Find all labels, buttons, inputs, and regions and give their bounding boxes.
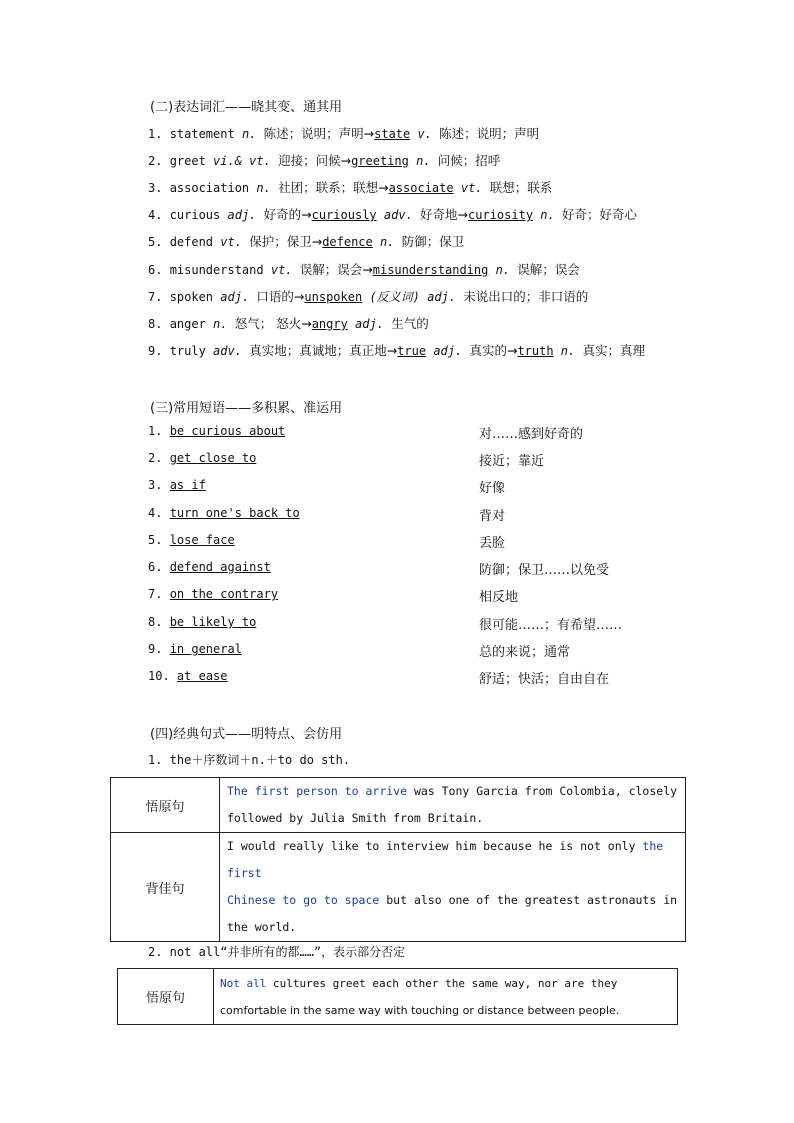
phrase-item xyxy=(148,478,206,492)
phrase-meaning: 好像 xyxy=(479,481,506,496)
derived-word: associate xyxy=(388,181,454,195)
vocab-number: 3. xyxy=(148,181,163,195)
phrase-english: on the contrary xyxy=(169,587,279,601)
phrase-english: lose face xyxy=(169,533,235,547)
part-of-speech: n. xyxy=(495,263,511,277)
pattern2-table xyxy=(117,968,678,1025)
vocab-meaning: 好奇；好奇心 xyxy=(561,207,637,222)
part-of-speech: vt. xyxy=(270,263,293,277)
pattern1-table xyxy=(110,777,686,942)
pattern1-title: 1. the＋序数词＋n.＋to do sth. xyxy=(148,753,351,767)
pattern1-row1-highlight: The first person to arrive xyxy=(227,784,408,798)
pattern1-row1-text xyxy=(220,778,686,833)
section4-heading: (四)经典句式——明特点、会仿用 xyxy=(150,727,343,742)
section2-heading: (二)表达词汇——晓其变、通其用 xyxy=(150,100,343,115)
vocab-word: misunderstand xyxy=(169,263,264,277)
vocab-meaning: 保护；保卫→ xyxy=(249,234,323,249)
vocab-word: curious xyxy=(169,208,221,222)
vocab-number: 4. xyxy=(148,208,163,222)
vocab-meaning: 真实地；真诚地；真正地→ xyxy=(249,343,398,358)
part-of-speech: adj. xyxy=(433,344,463,358)
phrase-english: in general xyxy=(169,642,242,656)
vocab-number: 5. xyxy=(148,235,163,249)
vocab-word: spoken xyxy=(169,290,214,304)
phrase-meaning: 舒适；快活；自由自在 xyxy=(479,672,610,687)
part-of-speech: n. xyxy=(380,235,395,249)
part-of-speech: adj. xyxy=(220,290,250,304)
vocab-item xyxy=(148,232,464,250)
part-of-speech: n. xyxy=(560,344,576,358)
vocab-meaning: 陈述；说明；声明→ xyxy=(263,126,375,141)
vocab-meaning: 误解；误会→ xyxy=(299,262,373,277)
derived-word: defence xyxy=(322,235,373,249)
vocab-meaning: 真实；真理 xyxy=(582,343,645,358)
part-of-speech: adj. xyxy=(227,208,257,222)
part-of-speech: vt. xyxy=(220,235,242,249)
vocab-item xyxy=(148,314,429,332)
part-of-speech: vt. xyxy=(460,181,483,195)
part-of-speech: vi.& vt. xyxy=(213,154,271,168)
pattern1-row2-text xyxy=(220,833,686,942)
phrase-meaning: 相反地 xyxy=(479,590,519,605)
derived-word: truth xyxy=(517,344,554,358)
phrase-item xyxy=(148,533,235,547)
pattern1-row1-label: 悟原句 xyxy=(111,778,220,833)
phrase-number: 3. xyxy=(148,478,163,492)
part-of-speech: adv. xyxy=(213,344,242,358)
phrase-number: 4. xyxy=(148,506,163,520)
part-of-speech: adv. xyxy=(383,208,413,222)
phrase-english: get close to xyxy=(169,451,257,465)
part-of-speech: n. xyxy=(416,154,431,168)
vocab-meaning: 真实的→ xyxy=(469,343,518,358)
phrase-number: 2. xyxy=(148,451,163,465)
pattern1-row2-highlight2: Chinese to go to space xyxy=(227,893,380,907)
part-of-speech: n. xyxy=(540,208,555,222)
phrase-item xyxy=(148,451,256,465)
vocab-item xyxy=(148,341,645,359)
vocab-number: 2. xyxy=(148,154,163,168)
pattern1-row2-line3: the world. xyxy=(227,920,297,934)
phrase-english: be curious about xyxy=(169,424,286,438)
phrase-meaning: 防御；保卫……以免受 xyxy=(479,563,610,578)
phrase-number: 10. xyxy=(148,669,170,683)
vocab-item xyxy=(148,178,552,196)
vocab-meaning: 怒气； 怒火→ xyxy=(234,316,312,331)
phrase-number: 6. xyxy=(148,560,163,574)
vocab-meaning: 未说出口的；非口语的 xyxy=(463,289,589,304)
phrase-number: 7. xyxy=(148,587,163,601)
vocab-item xyxy=(148,260,580,278)
phrase-item xyxy=(148,506,300,520)
derived-word: true xyxy=(397,344,427,358)
pattern2-title: 2. not all“并非所有的都……”，表示部分否定 xyxy=(148,945,406,959)
phrase-meaning: 总的来说；通常 xyxy=(479,645,571,660)
phrase-item xyxy=(148,642,242,656)
phrase-item xyxy=(148,587,278,601)
phrase-english: be likely to xyxy=(169,615,257,629)
pattern1-row2-label: 背佳句 xyxy=(111,833,220,942)
part-of-speech: n. xyxy=(241,127,257,141)
vocab-meaning: 好奇地→ xyxy=(420,207,469,222)
pattern1-row2-line1a: I would really like to interview him because he is not only xyxy=(227,839,643,853)
vocab-word: defend xyxy=(169,235,214,249)
vocab-word: statement xyxy=(169,127,235,141)
vocab-word: association xyxy=(169,181,250,195)
phrase-number: 1. xyxy=(148,424,163,438)
part-of-speech: v. xyxy=(417,127,432,141)
phrase-number: 9. xyxy=(148,642,163,656)
phrase-item xyxy=(148,615,256,629)
vocab-meaning: 陈述；说明；声明 xyxy=(439,126,540,141)
phrase-item xyxy=(148,560,271,574)
vocab-word: truly xyxy=(169,344,206,358)
part-of-speech: n. xyxy=(213,317,228,331)
vocab-number: 8. xyxy=(148,317,163,331)
phrase-meaning: 背对 xyxy=(479,509,506,524)
part-of-speech: n. xyxy=(256,181,271,195)
phrase-english: at ease xyxy=(176,669,228,683)
pattern1-row2-line2b: but also one of the greatest astronauts in xyxy=(379,893,678,907)
phrase-meaning: 接近；靠近 xyxy=(479,454,545,469)
phrase-item xyxy=(148,669,228,683)
pattern1-row1-rest2: followed by Julia Smith from Britain. xyxy=(227,811,484,825)
phrase-meaning: 很可能……；有希望…… xyxy=(479,618,623,633)
derived-word: unspoken xyxy=(304,290,363,304)
phrase-english: defend against xyxy=(169,560,271,574)
pattern2-row1-label: 悟原句 xyxy=(118,969,214,1025)
vocab-item xyxy=(148,287,588,305)
phrase-item xyxy=(148,424,285,438)
derived-word: curiosity xyxy=(468,208,534,222)
vocab-meaning: 生气的 xyxy=(391,316,429,331)
vocab-item xyxy=(148,151,500,169)
part-of-speech: adj. xyxy=(355,317,384,331)
vocab-number: 6. xyxy=(148,263,163,277)
pattern1-row1-rest1: was Tony Garcia from Colombia, closely xyxy=(407,784,678,798)
pattern2-row1-highlight: Not all xyxy=(220,976,267,990)
vocab-meaning: 防御；保卫 xyxy=(401,234,465,249)
vocab-meaning: 好奇的→ xyxy=(263,207,312,222)
part-of-speech: (反义词) adj. xyxy=(369,290,457,304)
pattern1-row2-highlight1: the first xyxy=(227,839,664,880)
vocab-meaning: 口语的→ xyxy=(256,289,305,304)
vocab-meaning: 社团；联系；联想→ xyxy=(278,180,389,195)
phrase-english: as if xyxy=(169,478,206,492)
derived-word: greeting xyxy=(351,154,409,168)
phrase-meaning: 对……感到好奇的 xyxy=(479,427,584,442)
derived-word: angry xyxy=(311,317,348,331)
phrase-meaning: 丢脸 xyxy=(479,536,506,551)
vocab-number: 9. xyxy=(148,344,163,358)
vocab-item xyxy=(148,205,637,223)
vocab-meaning: 联想；联系 xyxy=(489,180,553,195)
phrase-number: 8. xyxy=(148,615,163,629)
derived-word: state xyxy=(374,127,411,141)
section3-heading: (三)常用短语——多积累、准运用 xyxy=(150,401,343,416)
vocab-number: 1. xyxy=(148,127,163,141)
derived-word: curiously xyxy=(311,208,377,222)
pattern2-row1-rest2: comfortable in the same way with touching or distance between people. xyxy=(220,1003,620,1017)
pattern2-row1-text xyxy=(214,969,678,1025)
vocab-word: greet xyxy=(169,154,206,168)
vocab-item xyxy=(148,124,539,142)
vocab-meaning: 问候；招呼 xyxy=(437,153,501,168)
phrase-number: 5. xyxy=(148,533,163,547)
vocab-meaning: 误解；误会 xyxy=(517,262,580,277)
derived-word: misunderstanding xyxy=(372,263,489,277)
pattern2-row1-rest1: cultures greet each other the same way, nor are they xyxy=(266,976,618,990)
vocab-number: 7. xyxy=(148,290,163,304)
phrase-english: turn one's back to xyxy=(169,506,300,520)
vocab-meaning: 迎接；问候→ xyxy=(278,153,352,168)
vocab-word: anger xyxy=(169,317,206,331)
